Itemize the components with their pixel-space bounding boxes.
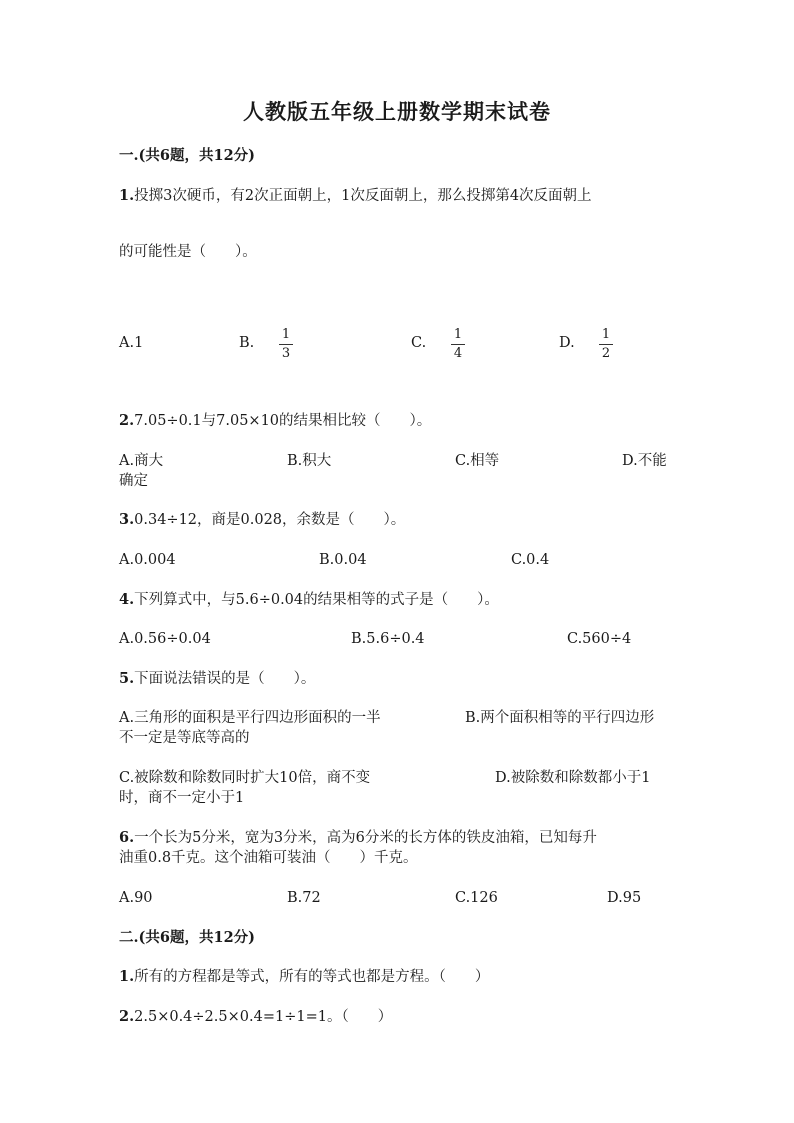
page-title: 人教版五年级上册数学期末试卷 (243, 99, 551, 124)
q2-option-b: B.积大 (287, 453, 332, 469)
q5-option-b: B.两个面积相等的平行四边形 (465, 710, 655, 726)
question-number: 2. (119, 1008, 135, 1025)
q4-option-c: C.560÷4 (567, 631, 632, 647)
tf-question-2 (119, 1007, 392, 1027)
question-text: 下面说法错误的是（ ）。 (134, 671, 316, 687)
q2-option-d: D.不能 (622, 453, 667, 469)
fraction-denominator: 4 (453, 346, 463, 361)
question-number: 5. (119, 670, 135, 687)
question-text: 0.34÷12，商是0.028，余数是（ ）。 (134, 512, 406, 528)
question-text: 7.05÷0.1与7.05×10的结果相比较（ ）。 (134, 413, 432, 429)
q1-option-c-fraction (449, 328, 467, 361)
fraction-bar (451, 344, 465, 345)
question-text: 投掷3次硬币，有2次正面朝上，1次反面朝上，那么投掷第4次反面朝上 (134, 188, 592, 204)
section-1-heading: 一.(共6题，共12分) (119, 147, 256, 164)
fraction-numerator: 1 (601, 327, 611, 342)
fraction-denominator: 3 (281, 346, 291, 361)
q1-option-d-fraction (597, 328, 615, 361)
question-6 (119, 828, 597, 848)
question-text: 下列算式中，与5.6÷0.04的结果相等的式子是（ ）。 (134, 592, 499, 608)
question-number: 2. (119, 412, 135, 429)
question-1-line2: 的可能性是（ ）。 (119, 244, 257, 260)
q2-option-c: C.相等 (455, 453, 500, 469)
q4-option-a: A.0.56÷0.04 (119, 631, 211, 647)
q1-option-c: C. (411, 335, 427, 351)
q6-option-d: D.95 (607, 890, 642, 906)
q6-option-b: B.72 (287, 890, 321, 906)
fraction-numerator: 1 (453, 327, 463, 342)
fraction-bar (279, 344, 293, 345)
q2-option-a: A.商大 (119, 453, 164, 469)
q1-option-d: D. (559, 335, 575, 351)
fraction-denominator: 2 (601, 346, 611, 361)
question-3 (119, 510, 405, 530)
question-5 (119, 669, 315, 689)
q5-option-c: C.被除数和除数同时扩大10倍，商不变 (119, 770, 371, 786)
question-number: 4. (119, 591, 135, 608)
tf-question-1 (119, 967, 489, 987)
q6-option-c: C.126 (455, 890, 498, 906)
question-number: 6. (119, 829, 135, 846)
question-number: 3. (119, 511, 135, 528)
q1-option-b: B. (239, 335, 255, 351)
question-number: 1. (119, 968, 135, 985)
fraction-bar (599, 344, 613, 345)
q5-option-b-continued: 不一定是等底等高的 (119, 730, 250, 746)
q3-option-b: B.0.04 (319, 552, 367, 568)
q4-option-b: B.5.6÷0.4 (351, 631, 425, 647)
section-2-heading: 二.(共6题，共12分) (119, 929, 256, 946)
q5-option-a: A.三角形的面积是平行四边形面积的一半 (119, 710, 381, 726)
q2-option-d-continued: 确定 (119, 473, 148, 489)
q1-option-a: A.1 (119, 335, 144, 351)
question-text: 2.5×0.4÷2.5×0.4=1÷1=1。（ ） (134, 1009, 393, 1025)
fraction-numerator: 1 (281, 327, 291, 342)
q3-option-c: C.0.4 (511, 552, 550, 568)
q3-option-a: A.0.004 (119, 552, 176, 568)
q6-option-a: A.90 (119, 890, 153, 906)
question-2 (119, 411, 431, 431)
q5-option-d-continued: 时，商不一定小于1 (119, 790, 245, 806)
question-text: 一个长为5分米，宽为3分米，高为6分米的长方体的铁皮油箱，已知每升 (134, 830, 597, 846)
q5-option-d: D.被除数和除数都小于1 (495, 770, 651, 786)
question-text: 所有的方程都是等式，所有的等式也都是方程。（ ） (134, 969, 490, 985)
question-1 (119, 186, 592, 206)
question-6-line2: 油重0.8千克。这个油箱可装油（ ）千克。 (119, 850, 418, 866)
question-number: 1. (119, 187, 135, 204)
question-4 (119, 590, 499, 610)
q1-option-b-fraction (277, 328, 295, 361)
